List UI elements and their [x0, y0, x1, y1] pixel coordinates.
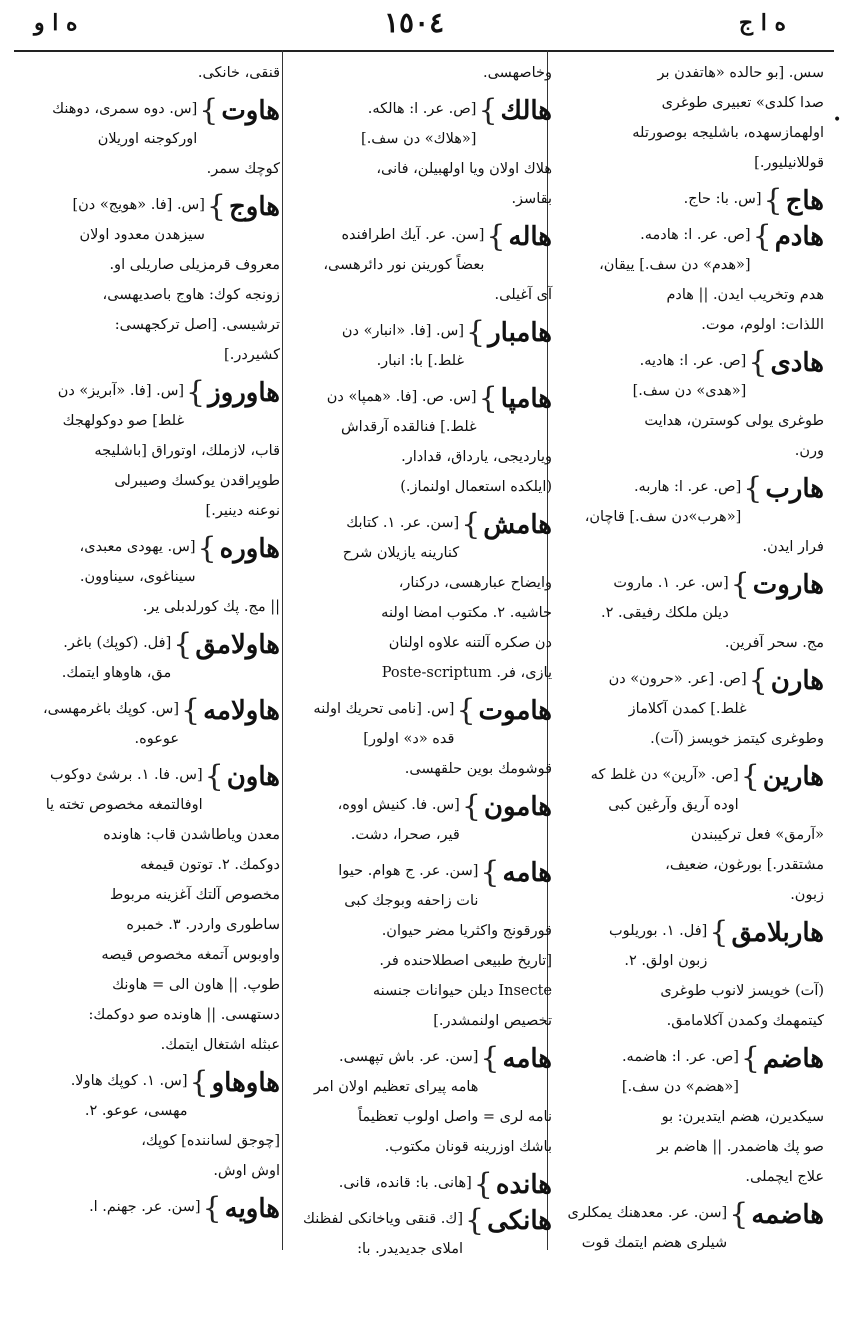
definition-line: مخصوص آلتك آغزينه مربوط — [109, 887, 280, 903]
definition-line: زونجه كوك: هاوج باصديهسى، — [102, 287, 280, 303]
definition-line: [فل. (كوپك) باغر. — [63, 635, 172, 651]
definition-line: Insecte ديلن حيوانات جنسنه — [372, 983, 552, 999]
definition-line: ويارديجى، يارداق، قدادار. — [401, 449, 552, 465]
definition-line: [ص. [عر. «حرون» دن — [608, 671, 747, 687]
entry-brace: } — [740, 759, 760, 794]
definition-line: مهسى، عوعو. ٢. — [84, 1103, 188, 1119]
column-middle — [290, 58, 552, 1257]
definition-line: تخصيص اولنمشدر.] — [433, 1013, 552, 1029]
definition-line: دن صكره آلتنه علاوه اولنان — [388, 635, 552, 651]
entry-brace: } — [202, 1191, 222, 1226]
definition-line: [س. عر. ١. ماروت — [613, 575, 729, 591]
definition-line: صو پك هاضمدر. || هاضم بر — [657, 1139, 824, 1155]
entry-brace: } — [204, 759, 224, 794]
definition-line: بقاسز. — [511, 191, 552, 207]
definition-line: نوعنه دينير.] — [205, 503, 280, 519]
definition-line: عوعوه. — [134, 731, 180, 747]
entry-headword: هامون — [483, 792, 552, 822]
definition-line: اوفالتمغه مخصوص تخته يا — [45, 797, 203, 813]
entry-definition — [562, 58, 824, 178]
entry-headword: هاج — [785, 186, 824, 216]
column-divider-left — [282, 50, 283, 1250]
definition-line: ورن. — [794, 443, 824, 459]
header-rule — [14, 50, 834, 52]
definition-line: [س. [فا. «انبار» دن — [341, 323, 465, 339]
definition-line: وخاصهسى. — [482, 65, 552, 81]
definition-line: [سن. عر. جهنم. ا. — [89, 1199, 201, 1215]
definition-line: اولهمازسهده، باشليجه بوصورتله — [632, 125, 824, 141]
definition-line: علاج ايچملى. — [745, 1169, 824, 1185]
definition-line: [ص. عر. ا: هاربه. — [633, 479, 742, 495]
column-left — [18, 58, 280, 1248]
definition-line: مج. سحر آفرين. — [724, 635, 824, 651]
entry-brace: } — [478, 93, 498, 128]
dictionary-entry — [290, 1204, 552, 1264]
definition-line: [س. فا. كنيش اووه، — [337, 797, 460, 813]
entry-definition — [290, 58, 552, 88]
entry-brace: } — [763, 183, 783, 218]
definition-line: [فل. ١. بوريلوب — [609, 923, 708, 939]
dictionary-entry — [562, 183, 824, 218]
definition-line: [س. يهودى معبدى، — [79, 539, 196, 555]
entry-definition — [18, 760, 280, 1060]
entry-brace: } — [465, 1203, 485, 1238]
dictionary-entry — [18, 1191, 280, 1226]
definition-line: [چوجق لساننده] كوپك، — [141, 1133, 280, 1149]
definition-line: حاشيه. ٢. مكتوب امضا اولنه — [381, 605, 552, 621]
entry-headword: هانكى — [487, 1206, 552, 1236]
dictionary-entry — [562, 1198, 824, 1258]
definition-line: [س. با: حاج. — [683, 191, 762, 207]
definition-line: سيناغوى، سيناوون. — [79, 569, 196, 585]
entry-headword: هاربلامق — [731, 918, 824, 948]
entry-headword: هاوره — [219, 534, 280, 564]
definition-line: طوغرى يولى كوسترن، هدايت — [644, 413, 824, 429]
dictionary-entry — [562, 220, 824, 340]
definition-line: دوكمك. ٢. توتون قيمغه — [140, 857, 280, 873]
definition-line: [«هلاك» دن سف.] — [361, 131, 477, 147]
definition-line: مق، هاوهاو ايتمك. — [61, 665, 172, 681]
definition-line: [س. ص. [فا. «همپا» دن — [326, 389, 477, 405]
definition-line: || مج. پك كورلدبلى ير. — [142, 599, 280, 615]
definition-line: [س. [فا. «آبريز» دن — [57, 383, 185, 399]
definition-line: قنقى، خانكى. — [197, 65, 280, 81]
definition-line: غلط.] كمدن آكلاماز — [628, 701, 747, 717]
dictionary-entry — [290, 382, 552, 502]
definition-line: [سن. عر. معدهنك يمكلرى — [567, 1205, 728, 1221]
entry-brace: } — [189, 1065, 209, 1100]
dictionary-entry — [562, 664, 824, 754]
entry-brace: } — [740, 1041, 760, 1076]
page-header — [14, 6, 836, 46]
definition-line: [سن. عر. ج هوام. حيوا — [338, 863, 479, 879]
definition-line: [«هضم» دن سف.] — [621, 1079, 739, 1095]
entry-headword: هادى — [770, 348, 824, 378]
entry-headword: هارن — [770, 666, 824, 696]
definition-line: قير، صحرا، دشت. — [350, 827, 460, 843]
dictionary-entry — [18, 532, 280, 622]
entry-brace: } — [456, 693, 476, 728]
definition-line: [سن. عر. باش تپهسى. — [338, 1049, 479, 1065]
definition-line: نامه لرى = واصل اولوب تعظيماً — [358, 1109, 552, 1125]
dictionary-entry — [18, 94, 280, 184]
dictionary-entry — [18, 694, 280, 754]
entry-brace: } — [709, 915, 729, 950]
definition-line: [س. دوه سمرى، دوهنك — [52, 101, 198, 117]
entry-brace: } — [478, 381, 498, 416]
dictionary-entry — [290, 1042, 552, 1162]
entry-headword: هاوروز — [208, 378, 280, 408]
entry-brace: } — [199, 93, 219, 128]
definition-line: قده «د» اولور] — [363, 731, 455, 747]
dictionary-entry — [18, 190, 280, 370]
dictionary-entry — [562, 472, 824, 562]
definition-line: شيلرى هضم ايتمك قوت — [581, 1235, 728, 1251]
entry-headword: هامش — [483, 510, 552, 540]
entry-headword: هامپا — [500, 384, 552, 414]
entry-definition — [18, 58, 280, 88]
definition-line: وايضاح عبارهسى، دركنار، — [398, 575, 552, 591]
entry-brace: } — [466, 315, 486, 350]
dictionary-entry — [290, 856, 552, 1036]
definition-line: ديلن ملكك رفيقى. ٢. — [600, 605, 729, 621]
dictionary-entry — [18, 376, 280, 526]
definition-line: غلط.] با: انبار. — [376, 353, 465, 369]
dictionary-entry — [18, 1066, 280, 1186]
page-number: ١٥٠٤ — [384, 6, 445, 39]
definition-line: طوپ. || هاون الى = هاونك — [112, 977, 280, 993]
entry-brace: } — [730, 567, 750, 602]
header-left-guideword: ه ا و — [34, 10, 78, 36]
dictionary-entry — [290, 790, 552, 850]
dictionary-entry — [290, 220, 552, 310]
entry-headword: هامه — [502, 1044, 552, 1074]
entry-headword: هاضم — [762, 1044, 824, 1074]
entry-headword: هاوهاو — [211, 1068, 280, 1098]
entry-headword: هانده — [495, 1170, 552, 1200]
definition-line: ساطورى واردر. ٣. خمبره — [126, 917, 280, 933]
dictionary-entry — [562, 568, 824, 658]
definition-line: «آرمق» فعل تركيبندن — [690, 827, 824, 843]
definition-line: معدن وياطاشدن قاب: هاونده — [103, 827, 280, 843]
dictionary-entry — [562, 916, 824, 1036]
entry-headword: هامبار — [488, 318, 552, 348]
entry-headword: هاوت — [221, 96, 280, 126]
definition-line: [ص. عر. ا: هاضمه. — [621, 1049, 739, 1065]
entry-brace: } — [748, 345, 768, 380]
definition-line: يازى، فر. Poste-scriptum — [381, 665, 552, 681]
definition-line: ترشيسى. [اصل تركجهسى: — [114, 317, 280, 333]
definition-line: بعضاً كورينن نور دائرهسى، — [323, 257, 485, 273]
entry-brace: } — [748, 663, 768, 698]
dictionary-entry — [18, 58, 280, 88]
entry-headword: هاويه — [224, 1194, 280, 1224]
entry-brace: } — [206, 189, 227, 224]
definition-line: هدم وتخريب ايدن. || هادم — [666, 287, 824, 303]
definition-line: قورقونج واكثريا مضر حيوان. — [381, 923, 552, 939]
definition-line: زبون. — [790, 887, 824, 903]
definition-line: [ص. عر. ا: هاديه. — [639, 353, 747, 369]
entry-headword: هاموت — [478, 696, 552, 726]
entry-headword: هادم — [774, 222, 824, 252]
definition-line: باشك اوزرينه قونان مكتوب. — [384, 1139, 552, 1155]
definition-line: زبون اولق. ٢. — [624, 953, 708, 969]
dictionary-entry — [18, 628, 280, 688]
definition-line: طوپراقدن يوكسك وصيبرلى — [114, 473, 280, 489]
definition-line: [س. [فا. «هويج» دن] — [72, 197, 205, 213]
definition-line: [تاريخ طبيعى اصطلاحنده فر. — [379, 953, 552, 969]
definition-line: هامه پيراى تعظيم اولان امر — [313, 1079, 479, 1095]
definition-line: سيكديرن، هضم ايتديرن: بو — [661, 1109, 824, 1125]
column-right — [562, 58, 824, 1251]
dictionary-entry — [290, 1167, 552, 1202]
dictionary-entry — [290, 316, 552, 376]
definition-line: هلاك اولان ويا اولهبيلن، فانى، — [376, 161, 552, 177]
entry-headword: هاروت — [752, 570, 824, 600]
definition-line: (آت) خويسز لانوب طوغرى — [660, 983, 824, 999]
definition-line: قاب، لازملك، اوتوراق [باشليجه — [94, 443, 280, 459]
definition-line: كنارينه يازيلان شرح — [342, 545, 460, 561]
entry-brace: } — [480, 1041, 500, 1076]
definition-line: اوش اوش. — [213, 1163, 280, 1179]
margin-mark: • — [833, 112, 842, 128]
definition-line: كيتمهمك وكمدن آكلامامق. — [666, 1013, 824, 1029]
entry-headword: هارين — [762, 762, 824, 792]
definition-line: [«هدى» دن سف.] — [632, 383, 747, 399]
dictionary-entry — [290, 58, 552, 88]
definition-line: كوچك سمر. — [206, 161, 280, 177]
definition-line: غلط] صو دوكولهجك — [62, 413, 185, 429]
definition-line: مشتقدر.] بورغون، ضعيف، — [665, 857, 824, 873]
definition-line: معروف قرمزيلى صاريلى او. — [109, 257, 280, 273]
definition-line: واوبوس آتمغه مخصوص قيصه — [101, 947, 280, 963]
dictionary-entry — [290, 508, 552, 688]
dictionary-entry — [290, 94, 552, 214]
dictionary-entry — [290, 694, 552, 784]
definition-line: [ك. قنقى وياخانكى لفظنك — [303, 1211, 463, 1227]
definition-line: دستهسى. || هاونده صو دوكمك: — [88, 1007, 280, 1023]
entry-brace: } — [729, 1197, 749, 1232]
definition-line: [ص. «آرين» دن غلط كه — [590, 767, 739, 783]
entry-brace: } — [181, 693, 201, 728]
entry-headword: هاولامق — [195, 630, 280, 660]
entry-headword: هاله — [508, 222, 552, 252]
entry-headword: هاون — [226, 762, 280, 792]
definition-line: عبثله اشتغال ايتمك. — [160, 1037, 280, 1053]
definition-line: (ايلكده استعمال اولنماز.) — [400, 479, 552, 495]
definition-line: صدا كلدى» تعبيرى طوغرى — [661, 95, 824, 111]
entry-brace: } — [480, 855, 500, 890]
dictionary-entry — [18, 760, 280, 1060]
definition-line: [«هدم» دن سف.] ييقان، — [599, 257, 751, 273]
definition-line: قوللانيليور.] — [754, 155, 824, 171]
definition-line: [س. كوپك باغرمهسى، — [42, 701, 180, 717]
entry-brace: } — [173, 627, 193, 662]
entry-brace: } — [473, 1167, 493, 1202]
entry-brace: } — [752, 219, 772, 254]
definition-line: [س. ١. كوپك هاولا. — [70, 1073, 188, 1089]
entry-headword: هاوج — [229, 192, 280, 222]
entry-brace: } — [486, 219, 506, 254]
definition-line: [سن. عر. آيك اطرافنده — [341, 227, 485, 243]
definition-line: [س. [نامى تحريك اولنه — [313, 701, 455, 717]
entry-brace: } — [461, 789, 481, 824]
header-right-guideword: ه ا ج — [738, 10, 786, 36]
definition-line: اوركوجنه اوريلان — [97, 131, 198, 147]
entry-brace: } — [197, 531, 217, 566]
entry-headword: هامه — [502, 858, 552, 888]
entry-headword: هارب — [765, 474, 824, 504]
definition-line: [ص. عر. ا: هالكه. — [367, 101, 477, 117]
definition-line: [«هرب»دن سف.] قاچان، — [584, 509, 742, 525]
definition-line: [س. فا. ١. برشئ دوكوب — [50, 767, 203, 783]
entry-headword: هاولامه — [203, 696, 280, 726]
definition-line: نات زاحفه وبوجك كبى — [344, 893, 479, 909]
entry-brace: } — [186, 375, 206, 410]
entry-headword: هالك — [500, 96, 552, 126]
entry-brace: } — [461, 507, 481, 542]
definition-line: غلط.] فنالقده آرقداش — [340, 419, 477, 435]
entry-headword: هاضمه — [751, 1200, 824, 1230]
dictionary-entry — [562, 346, 824, 466]
definition-line: وطوغرى كيتمز خويسز (آت). — [650, 731, 824, 747]
definition-line: آى آغيلى. — [494, 287, 552, 303]
dictionary-entry — [562, 58, 824, 178]
definition-line: سيزهدن معدود اولان — [79, 227, 205, 243]
definition-line: فرار ايدن. — [762, 539, 824, 555]
definition-line: [سن. عر. ١. كتابك — [346, 515, 460, 531]
dictionary-entry — [562, 760, 824, 910]
definition-line: [ص. عر. ا: هادمه. — [640, 227, 751, 243]
definition-line: اللذات: اولوم، موت. — [701, 317, 824, 333]
definition-line: [هانى. با: قانده، قانى. — [338, 1175, 472, 1191]
definition-line: اوده آريق وآرغين كبى — [608, 797, 739, 813]
dictionary-entry — [562, 1042, 824, 1192]
definition-line: قوشومك بوين حلقهسى. — [404, 761, 552, 777]
entry-brace: } — [743, 471, 763, 506]
definition-line: سس. [بو حالده «هاتفدن بر — [657, 65, 824, 81]
definition-line: املاى جديديدر. با: — [357, 1241, 463, 1257]
definition-line: كشيردر.] — [224, 347, 280, 363]
